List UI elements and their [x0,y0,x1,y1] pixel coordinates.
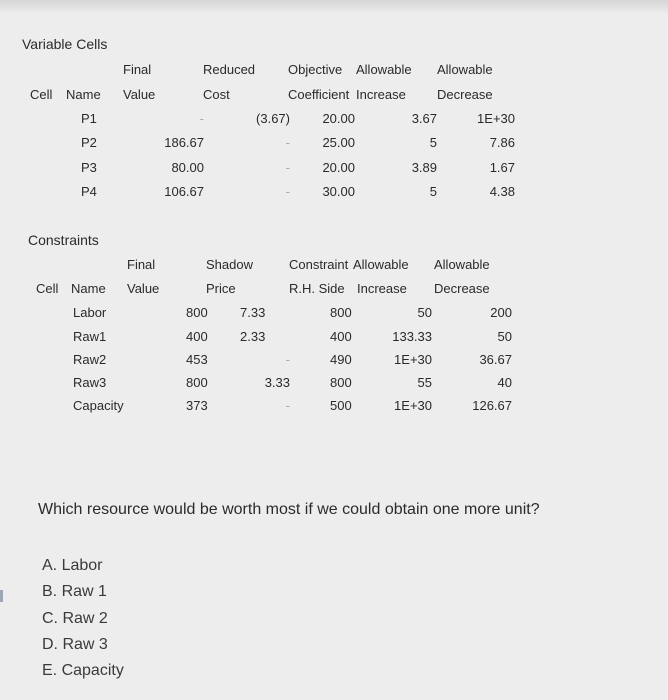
c-cell-increase: 133.33 [392,329,432,344]
vc-cell-decrease: 7.86 [489,135,515,150]
vc-cell-increase: 3.89 [411,160,437,175]
c-cell-rhs: 490 [330,352,352,367]
c-cell-final: 373 [186,398,208,413]
vc-header-objective-2: Coefficient [288,87,350,102]
c-cell-name: Raw1 [73,329,107,344]
vc-header-reduced-2: Cost [203,87,230,102]
constraints-title: Constraints [28,232,99,248]
vc-cell-name: P2 [81,135,97,150]
vc-cell-name: P4 [81,184,97,199]
vc-cell-reduced: - [285,135,290,150]
vc-cell-objective: 20.00 [322,111,355,126]
c-cell-name: Labor [73,305,107,320]
c-cell-rhs: 500 [330,398,352,413]
c-header-constraint-2: R.H. Side [289,281,345,296]
c-cell-final: 400 [186,329,208,344]
c-header-constraint-1: Constraint [289,257,349,272]
option-a[interactable]: A. Labor [42,557,103,574]
c-header-shadow-1: Shadow [206,257,253,272]
vc-cell-objective: 30.00 [322,184,355,199]
c-header-name: Name [71,281,106,296]
c-cell-decrease: 126.67 [472,398,512,413]
vc-cell-final: 106.67 [164,184,204,199]
vc-header-name: Name [66,87,101,102]
vc-cell-name: P3 [81,160,97,175]
c-cell-rhs: 800 [330,375,352,390]
vc-cell-increase: 5 [429,135,437,150]
vc-cell-reduced: - [285,160,290,175]
vc-cell-final: 186.67 [164,135,204,150]
top-strip [0,0,668,12]
vc-cell-decrease: 4.38 [489,184,515,199]
c-cell-shadow: 2.33 [240,329,266,344]
vc-cell-final: 80.00 [171,160,204,175]
variable-cells-title: Variable Cells [22,36,108,52]
c-cell-increase: 1E+30 [394,352,432,367]
option-c[interactable]: C. Raw 2 [42,610,108,627]
vc-cell-decrease: 1E+30 [477,111,515,126]
vc-header-allow-dec-1: Allowable [437,62,493,77]
c-cell-decrease: 200 [490,305,512,320]
c-cell-shadow: 7.33 [240,305,266,320]
vc-cell-increase: 3.67 [411,111,437,126]
c-header-final-1: Final [127,257,156,272]
c-cell-final: 800 [186,305,208,320]
vc-header-final-2: Value [123,87,156,102]
vc-cell-final: - [199,111,204,126]
vc-header-objective-1: Objective [288,62,343,77]
vc-cell-objective: 20.00 [322,160,355,175]
c-cell-rhs: 400 [330,329,352,344]
question-text: Which resource would be worth most if we could obtain one more unit? [38,501,540,518]
c-header-final-2: Value [127,281,160,296]
vc-cell-objective: 25.00 [322,135,355,150]
c-cell-final: 453 [186,352,208,367]
c-cell-shadow: - [285,352,290,367]
c-header-allow-dec-2: Decrease [434,281,490,296]
c-cell-name: Raw3 [73,375,107,390]
c-cell-final: 800 [186,375,208,390]
option-e[interactable]: E. Capacity [42,662,124,679]
c-cell-rhs: 800 [330,305,352,320]
c-cell-increase: 1E+30 [394,398,432,413]
vc-header-allow-inc-2: Increase [356,87,406,102]
vc-header-final-1: Final [123,62,152,77]
c-cell-decrease: 36.67 [479,352,512,367]
c-header-shadow-2: Price [206,281,236,296]
c-header-allow-inc-2: Increase [357,281,407,296]
c-cell-increase: 50 [417,305,432,320]
vc-cell-decrease: 1.67 [489,160,515,175]
option-b[interactable]: B. Raw 1 [42,583,107,600]
vc-header-reduced-1: Reduced [203,62,256,77]
option-d[interactable]: D. Raw 3 [42,636,108,653]
vc-cell-increase: 5 [429,184,437,199]
vc-cell-reduced: - [285,184,290,199]
c-header-allow-inc-1: Allowable [353,257,409,272]
c-cell-shadow: - [285,398,290,413]
c-header-allow-dec-1: Allowable [434,257,490,272]
c-cell-decrease: 40 [497,375,512,390]
vc-cell-reduced: (3.67) [256,111,290,126]
c-header-cell: Cell [36,281,59,296]
vc-cell-name: P1 [81,111,97,126]
vc-header-allow-dec-2: Decrease [437,87,493,102]
c-cell-decrease: 50 [497,329,512,344]
vc-header-allow-inc-1: Allowable [356,62,412,77]
c-cell-shadow: 3.33 [264,375,290,390]
left-edge-marker [0,590,3,602]
c-cell-increase: 55 [417,375,432,390]
vc-header-cell: Cell [30,87,53,102]
c-cell-name: Capacity [73,398,124,413]
c-cell-name: Raw2 [73,352,107,367]
